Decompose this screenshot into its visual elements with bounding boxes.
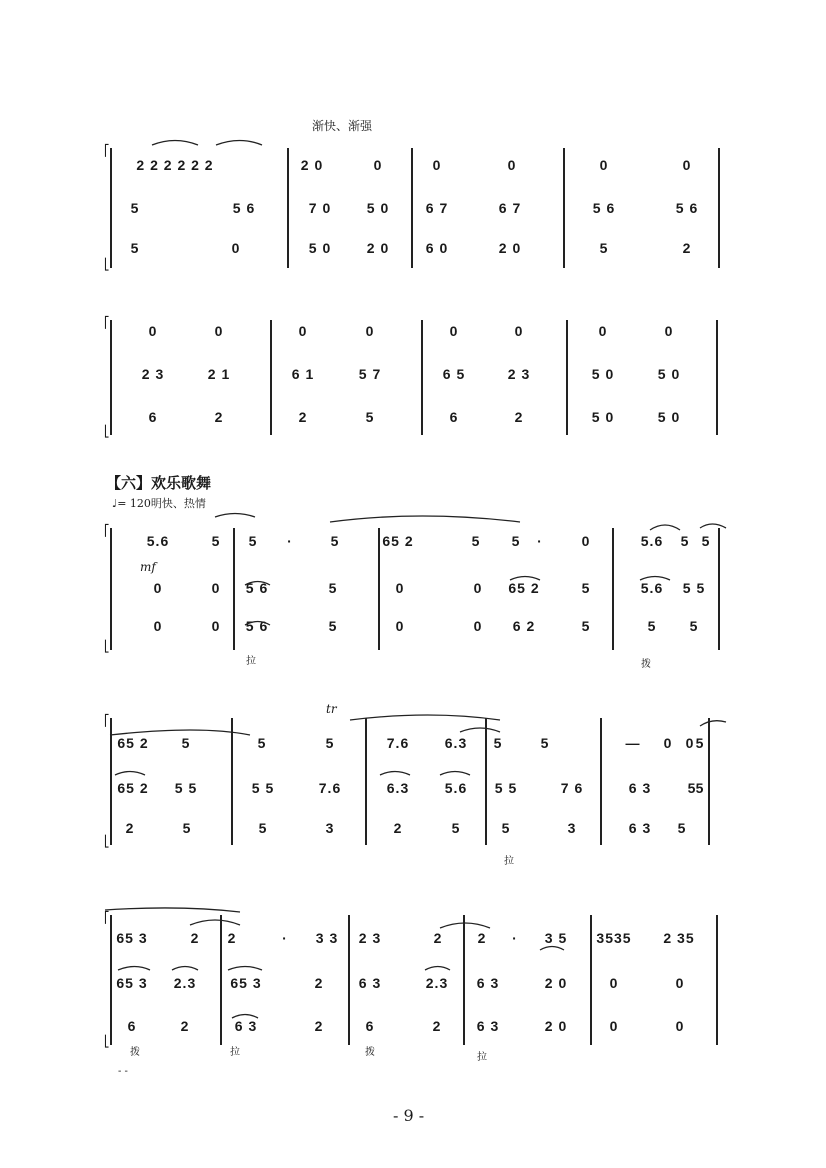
- bracket-cap: ⎡: [104, 316, 110, 329]
- note: 0: [473, 580, 483, 596]
- note: 2 0: [366, 240, 390, 256]
- technique-mark: 拉: [230, 1047, 240, 1058]
- note: 6 1: [291, 366, 315, 382]
- note: 0: [473, 618, 483, 634]
- note: 5: [695, 735, 705, 751]
- note: 5: [257, 735, 267, 751]
- note: 6 3: [628, 780, 652, 796]
- note: 5: [687, 780, 697, 796]
- bracket-cap: ⎡: [104, 524, 110, 537]
- note: 6 3: [358, 975, 382, 991]
- note: 3 5: [544, 930, 568, 946]
- note: ·: [282, 930, 288, 946]
- note: 0: [598, 323, 608, 339]
- note: 5 0: [591, 409, 615, 425]
- note: 0: [214, 323, 224, 339]
- note: 65 3: [230, 975, 262, 991]
- note: 7 6: [560, 780, 584, 796]
- note: 5: [540, 735, 550, 751]
- note: ·: [537, 533, 543, 549]
- note: 5.6: [640, 580, 664, 596]
- note: 6 2: [512, 618, 536, 634]
- note: 5: [130, 240, 140, 256]
- note: 3535: [596, 930, 632, 946]
- note: 2 2 2 2 2 2: [136, 157, 214, 173]
- section-heading: 【六】欢乐歌舞: [106, 474, 212, 492]
- bracket-cap: ⎣: [104, 1035, 110, 1048]
- note: 2: [314, 1018, 324, 1034]
- note: 0: [211, 580, 221, 596]
- note: 5 6: [245, 618, 269, 634]
- note: 2: [432, 1018, 442, 1034]
- note: 5 6: [592, 200, 616, 216]
- dynamic-marking: mf: [140, 560, 156, 574]
- note: 7.6: [318, 780, 342, 796]
- note: 0: [298, 323, 308, 339]
- note: 65 3: [116, 930, 148, 946]
- note: 5: [689, 618, 699, 634]
- page-number: - 9 -: [393, 1106, 425, 1125]
- note: ·: [287, 533, 293, 549]
- bracket-cap: ⎡: [104, 144, 110, 157]
- note: 2: [514, 409, 524, 425]
- note: 2 3: [141, 366, 165, 382]
- note: 2: [433, 930, 443, 946]
- note: 5: [501, 820, 511, 836]
- note: 6.3: [444, 735, 468, 751]
- note: 2.3: [425, 975, 449, 991]
- note: 5 7: [358, 366, 382, 382]
- note: 3 3: [315, 930, 339, 946]
- note: 0: [675, 1018, 685, 1034]
- note: 0: [432, 157, 442, 173]
- note: 0: [449, 323, 459, 339]
- note: 2 0: [544, 1018, 568, 1034]
- note: 5 6: [675, 200, 699, 216]
- note: 2: [214, 409, 224, 425]
- bracket-cap: ⎣: [104, 425, 110, 438]
- technique-mark: 拉: [504, 856, 514, 867]
- bracket-cap: ⎣: [104, 258, 110, 271]
- note: 0: [231, 240, 241, 256]
- note: 0: [682, 157, 692, 173]
- note: 5: [451, 820, 461, 836]
- note: 6 7: [425, 200, 449, 216]
- note: 5: [647, 618, 657, 634]
- note: 2: [180, 1018, 190, 1034]
- note: 6 3: [476, 975, 500, 991]
- note: 5: [471, 533, 481, 549]
- note: 0: [395, 618, 405, 634]
- note: 5: [182, 820, 192, 836]
- note: 5 6: [245, 580, 269, 596]
- note: 2 3: [358, 930, 382, 946]
- note: 5 0: [657, 366, 681, 382]
- note: 6: [127, 1018, 137, 1034]
- note: 2 0: [498, 240, 522, 256]
- tempo-marking: 渐快、渐强: [312, 119, 373, 133]
- note: 5 0: [366, 200, 390, 216]
- note: 0: [211, 618, 221, 634]
- note: ·: [512, 930, 518, 946]
- note: 3: [325, 820, 335, 836]
- note: 2 0: [544, 975, 568, 991]
- note: 3: [567, 820, 577, 836]
- note: 0: [663, 735, 673, 751]
- note: 6 3: [476, 1018, 500, 1034]
- note: 0: [148, 323, 158, 339]
- note: 0: [685, 735, 695, 751]
- note: 65 2: [117, 780, 149, 796]
- note: 0: [507, 157, 517, 173]
- note: 5: [248, 533, 258, 549]
- note: 2: [314, 975, 324, 991]
- note: 65 2: [382, 533, 414, 549]
- note: 0: [609, 1018, 619, 1034]
- note: 5: [511, 533, 521, 549]
- note: 0: [609, 975, 619, 991]
- note: 5: [130, 200, 140, 216]
- note: 2: [298, 409, 308, 425]
- note: 5: [599, 240, 609, 256]
- note: 0: [599, 157, 609, 173]
- note: 2: [227, 930, 237, 946]
- note: 2: [125, 820, 135, 836]
- technique-mark: 拉: [477, 1052, 487, 1063]
- note: 0: [373, 157, 383, 173]
- note: 5.6: [444, 780, 468, 796]
- note: 5: [493, 735, 503, 751]
- note: 5: [701, 533, 711, 549]
- note: 0: [365, 323, 375, 339]
- technique-mark: 拨: [641, 659, 651, 670]
- note: 5.6: [640, 533, 664, 549]
- note: 5 5: [174, 780, 198, 796]
- note: 5: [677, 820, 687, 836]
- note: 6 5: [442, 366, 466, 382]
- note: 2: [190, 930, 200, 946]
- stray-mark: ‑ ‑: [118, 1066, 128, 1077]
- note: 0: [581, 533, 591, 549]
- note: 5: [581, 618, 591, 634]
- trill-marking: tr: [326, 702, 337, 716]
- note: 5 5: [251, 780, 275, 796]
- note: 2: [393, 820, 403, 836]
- note: 2: [682, 240, 692, 256]
- note: 5 0: [657, 409, 681, 425]
- note: 0: [153, 580, 163, 596]
- note: 5: [680, 533, 690, 549]
- note: 6: [449, 409, 459, 425]
- note: 5: [365, 409, 375, 425]
- note: 6 0: [425, 240, 449, 256]
- note: 7.6: [386, 735, 410, 751]
- note: 6: [148, 409, 158, 425]
- note: 0: [675, 975, 685, 991]
- note: 5: [258, 820, 268, 836]
- note: 5 5: [494, 780, 518, 796]
- bracket-cap: ⎣: [104, 835, 110, 848]
- note: 0: [153, 618, 163, 634]
- technique-mark: 拨: [365, 1047, 375, 1058]
- note: 2 3: [507, 366, 531, 382]
- note: 2.3: [173, 975, 197, 991]
- note: 5: [581, 580, 591, 596]
- note: 5 5: [682, 580, 706, 596]
- tempo-marking: ♩= 120明快、热情: [112, 497, 206, 510]
- note: 65 2: [117, 735, 149, 751]
- note: 5: [328, 580, 338, 596]
- note: 5.6: [146, 533, 170, 549]
- note: 5: [211, 533, 221, 549]
- note: 6 3: [628, 820, 652, 836]
- bracket-cap: ⎡: [104, 714, 110, 727]
- note: 65 3: [116, 975, 148, 991]
- technique-mark: 拨: [130, 1047, 140, 1058]
- note: 2: [477, 930, 487, 946]
- note: 6.3: [386, 780, 410, 796]
- note: 0: [514, 323, 524, 339]
- note: 2 35: [663, 930, 695, 946]
- note: 5: [328, 618, 338, 634]
- bracket-cap: ⎣: [104, 640, 110, 653]
- note: 7 0: [308, 200, 332, 216]
- note: 5 0: [308, 240, 332, 256]
- note: 5 0: [591, 366, 615, 382]
- note: 5: [325, 735, 335, 751]
- note: 6 7: [498, 200, 522, 216]
- note: 2 1: [207, 366, 231, 382]
- note: 5 6: [232, 200, 256, 216]
- note: 5: [181, 735, 191, 751]
- note: —: [625, 735, 641, 751]
- note: 6: [365, 1018, 375, 1034]
- technique-mark: 拉: [246, 656, 256, 667]
- note: 0: [664, 323, 674, 339]
- note: 5: [330, 533, 340, 549]
- note: 5: [695, 780, 705, 796]
- note: 2 0: [300, 157, 324, 173]
- note: 0: [395, 580, 405, 596]
- note: 65 2: [508, 580, 540, 596]
- bracket-cap: ⎡: [104, 911, 110, 924]
- note: 6 3: [234, 1018, 258, 1034]
